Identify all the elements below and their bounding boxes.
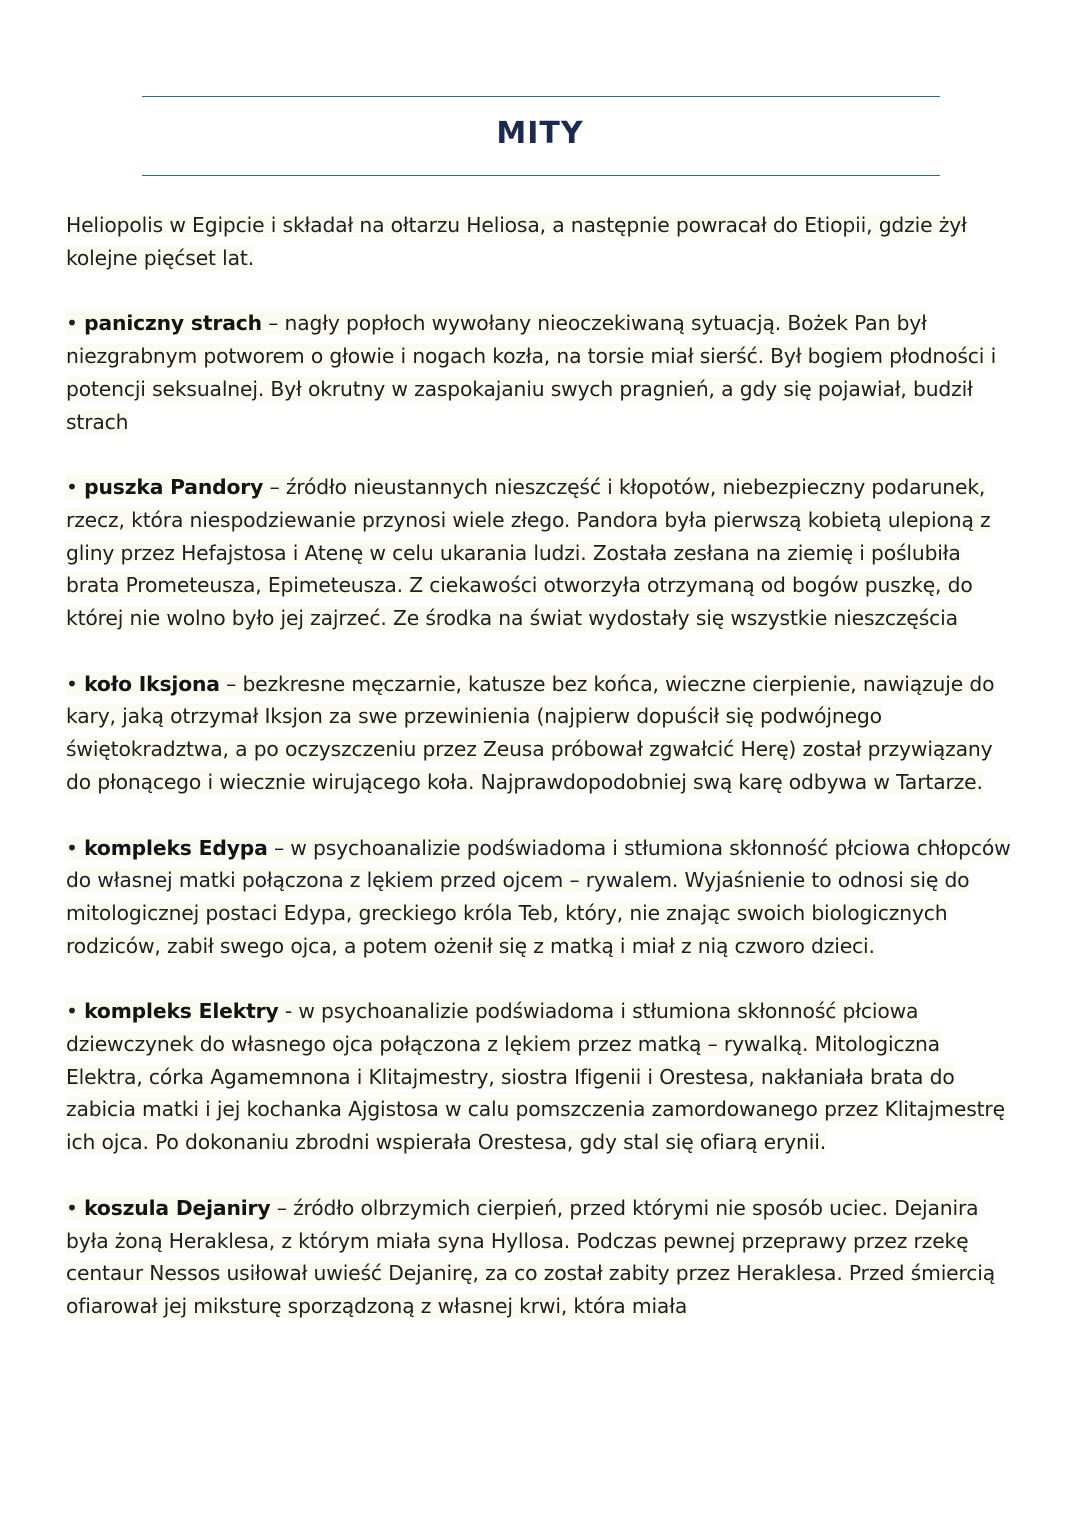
entry-text: źródło nieustannych nieszczęść i kłopotów, niebezpieczny podarunek, rzecz, która niespodziewanie przynosi wiele złego. Pandora była pierwszą kobietą ulepioną z gliny przez Hefajstosa i Atenę w celu ukarania ludzi. Została zesłana na ziemię i poślubiła brata Prometeusza, Epimeteusza. Z ciekawości otworzyła otrzymaną od bogów puszkę, do której nie wolno było jej zajrzeć. Ze środka na świat wydostały się wszystkie nieszczęścia — [66, 475, 991, 631]
bullet: • — [66, 311, 85, 336]
entry-separator: - — [278, 999, 299, 1024]
bullet: • — [66, 835, 85, 860]
entry-koszula-dejaniry — [66, 1192, 1016, 1323]
entry-term: puszka Pandory — [84, 475, 264, 500]
bullet: • — [66, 999, 85, 1024]
intro-paragraph — [66, 209, 1016, 274]
entry-text: w psychoanalizie podświadoma i stłumiona skłonność płciowa chłopców do własnej matki połączona z lękiem przed ojcem – rywalem. Wyjaśnienie to odnosi się do mitologicznej postaci Edypa, greckiego króla Teb, który, nie znając swoich biologicznych rodziców, zabił swego ojca, a potem ożenił się z matką i miał z nią czworo dzieci. — [66, 835, 1011, 958]
entry-text: w psychoanalizie podświadoma i stłumiona skłonność płciowa dziewczynek do własnego ojca połączona z lękiem przez matką – rywalką. Mitologiczna Elektra, córka Agamemnona i Klitajmestry, siostra Ifigenii i Orestesa, nakłaniała brata do zabicia matki i jej kochanka Ajgistosa w calu pomszczenia zamordowanego przez Klitajmestrę ich ojca. Po dokonaniu zbrodni wspierała Orestesa, gdy stal się ofiarą erynii. — [66, 999, 1005, 1155]
intro-text: Heliopolis w Egipcie i składał na ołtarzu Heliosa, a następnie powracał do Etiopii, gdzie żył kolejne pięćset lat. — [66, 213, 967, 270]
bullet: • — [66, 475, 85, 500]
page-title: MITY — [496, 116, 584, 151]
entry-text: źródło olbrzymich cierpień, przed którymi nie sposób uciec. Dejanira była żoną Heraklesa, z którym miała syna Hyllosa. Podczas pewnej przeprawy przez rzekę centaur Nessos usiłował uwieść Dejanirę, za co został zabity przez Heraklesa. Przed śmiercią ofiarował jej miksturę sporządzoną z własnej krwi, która miała — [66, 1195, 996, 1318]
entry-kompleks-edypa — [66, 832, 1016, 963]
title-rule-top — [142, 96, 940, 97]
entry-puszka-pandory — [66, 471, 1016, 635]
bullet: • — [66, 671, 85, 696]
entry-separator: – — [261, 311, 285, 336]
entry-kompleks-elektry — [66, 995, 1016, 1159]
entry-term: koszula Dejaniry — [84, 1195, 271, 1220]
entry-text: nagły popłoch wywołany nieoczekiwaną sytuacją. Bożek Pan był niezgrabnym potworem o głowie i nogach kozła, na torsie miał sierść. Był bogiem płodności i potencji seksualnej. Był okrutny w zaspokajaniu swych pragnień, a gdy się pojawiał, budził strach — [66, 311, 997, 434]
bullet: • — [66, 1195, 85, 1220]
entry-paniczny-strach — [66, 307, 1016, 438]
entry-text: bezkresne męczarnie, katusze bez końca, wieczne cierpienie, nawiązuje do kary, jaką otrzymał Iksjon za swe przewinienia (najpierw dopuścił się podwójnego świętokradztwa, a po oczyszczeniu przez Zeusa próbował zgwałcić Herę) został przywiązany do płonącego i wiecznie wirującego koła. Najprawdopodobniej swą karę odbywa w Tartarze. — [66, 671, 995, 794]
entry-kolo-iksjona — [66, 668, 1016, 799]
entry-term: kompleks Edypa — [84, 835, 268, 860]
entry-term: paniczny strach — [84, 311, 262, 336]
entry-term: kompleks Elektry — [84, 999, 279, 1024]
entry-separator: – — [263, 475, 286, 500]
title-rule-bottom — [142, 175, 940, 176]
entry-term: koło Iksjona — [84, 671, 220, 696]
document-body — [66, 209, 1016, 1356]
entry-separator: – — [267, 835, 291, 860]
entry-separator: – — [270, 1195, 294, 1220]
entry-separator: – — [219, 671, 243, 696]
